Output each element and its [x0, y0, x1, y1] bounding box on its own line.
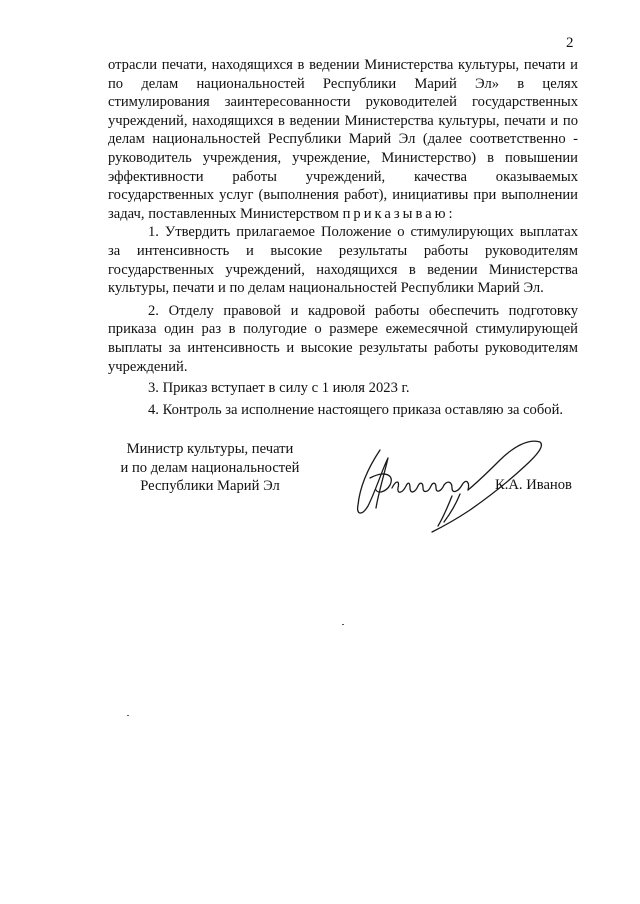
order-item-1: 1. Утвердить прилагаемое Положение о стимулирующих выплатах за интенсивность и высокие результаты работы руководителям государственных учреждений, находящихся в ведении Министерства культуры, печати и по делам национальностей Республики Марий Эл. [108, 224, 578, 297]
order-item-3: 3. Приказ вступает в силу с 1 июля 2023 г. [148, 380, 410, 397]
scan-speck [127, 715, 129, 716]
order-item-4: 4. Контроль за исполнение настоящего приказа оставляю за собой. [148, 401, 564, 418]
signatory-title-line-3: Республики Марий Эл [140, 478, 280, 495]
signatory-title-line-2: и по делам национальностей [120, 459, 300, 476]
order-body [108, 56, 578, 419]
intro-text: отрасли печати, находящихся в ведении Министерства культуры, печати и по делам национальностей Республики Марий Эл» в целях стимулирования заинтересованности руководителей государственных учреждений, находящихся в ведении Министерства культуры, печати и по делам национальностей Республики Марий Эл (далее соответственно - руководитель учреждения, учреждение, Министерство) в повышении эффективности работы учреждений, качества оказываемых государственных услуг (выполнения работ), инициативы при выполнении задач, поставленных Министерством [108, 57, 578, 222]
intro-paragraph [108, 56, 578, 223]
order-item-2: 2. Отделу правовой и кадровой работы обеспечить подготовку приказа один раз в полугодие о размере ежемесячной стимулирующей выплаты за интенсивность и высокие результаты работы руководителям учреждений. [108, 302, 578, 375]
signatory-name: К.А. Иванов [495, 477, 572, 493]
page-number: 2 [566, 35, 574, 51]
scan-speck [342, 624, 344, 625]
signatory-title-line-1: Министр культуры, печати [126, 441, 294, 457]
order-word: приказываю: [342, 205, 456, 222]
signatory-title [100, 440, 320, 496]
